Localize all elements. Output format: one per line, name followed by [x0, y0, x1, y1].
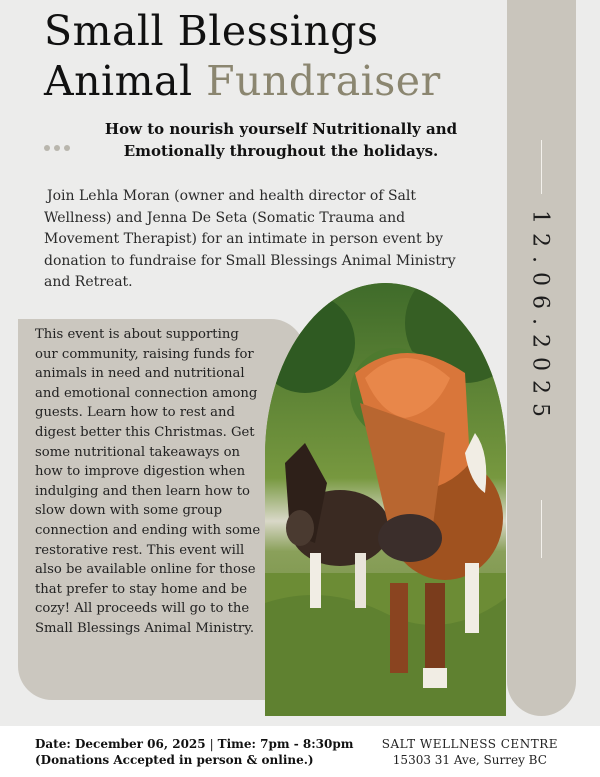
venue-info — [382, 736, 558, 768]
footer — [0, 726, 600, 777]
event-time: Time: 7pm - 8:30pm — [217, 737, 354, 751]
venue-name: SALT WELLNESS CENTRE — [381, 737, 558, 751]
divider-top — [541, 140, 542, 194]
decorative-dots — [44, 145, 70, 151]
subtitle-line-2: Emotionally throughout the holidays. — [123, 142, 439, 160]
description-text: This event is about supporting our community, raising funds for animals in need and nutritional and emotional connection among guests. Learn how to rest and digest better this Christmas. Get some nutritional takeaways on how to improve digestion when indulging and then learn how to slow down with some group connection and ending with some restorative rest. This event will also be available online for those that prefer to stay home and be cozy! All proceeds will go to the Small Blessings Animal Ministry. — [35, 327, 261, 636]
event-title — [44, 6, 441, 106]
event-details — [35, 736, 353, 768]
description-box — [18, 319, 305, 700]
event-date-vertical: 12.06.2025 — [527, 210, 553, 426]
subtitle-line-1: How to nourish yourself Nutritionally and — [104, 120, 458, 138]
venue-address: 15303 31 Ave, Surrey BC — [392, 753, 547, 767]
event-date: Date: December 06, 2025 — [35, 737, 206, 751]
donations-note: (Donations Accepted in person & online.) — [35, 753, 314, 767]
intro-paragraph: Join Lehla Moran (owner and health director of Salt Wellness) and Jenna De Seta (Somatic Trauma and Movement Therapist) for an intimate in person event by donation to fundraise for Small Blessings Animal Ministry and Retreat. — [44, 188, 456, 290]
divider-bottom — [541, 500, 542, 558]
title-line-2a: Animal — [44, 57, 193, 105]
title-line-2b: Fundraiser — [206, 57, 441, 105]
event-subtitle — [88, 118, 474, 162]
pony-photo — [265, 283, 506, 716]
title-line-1: Small Blessings — [44, 7, 379, 55]
separator: | — [209, 737, 214, 751]
date-sidebar — [507, 0, 576, 716]
